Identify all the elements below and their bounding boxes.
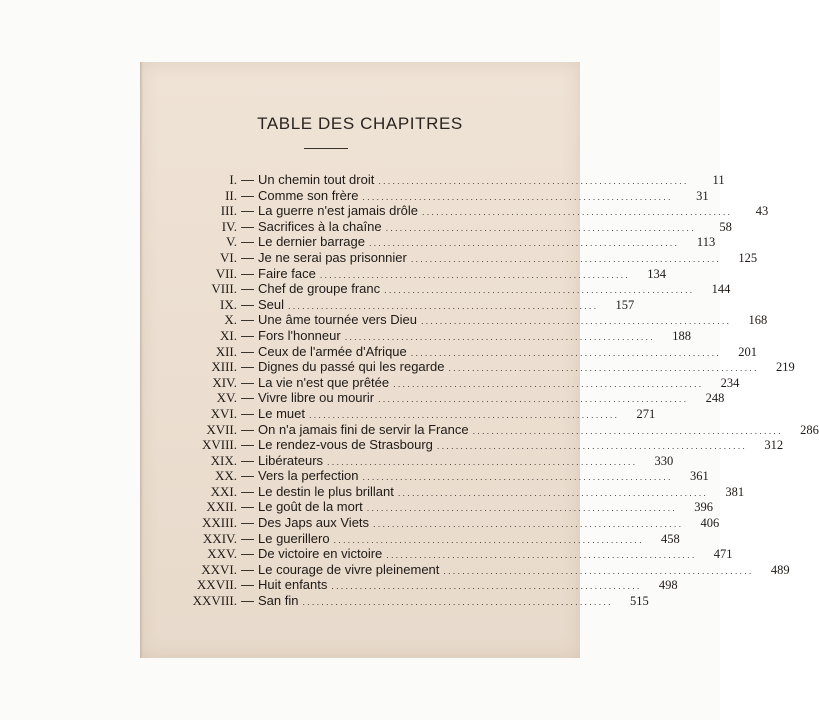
dot-leader: .................................................................. bbox=[368, 238, 680, 249]
chapter-title: Le muet bbox=[258, 405, 305, 421]
em-dash-separator: — bbox=[241, 546, 254, 562]
dot-leader: .................................................................. bbox=[366, 503, 678, 514]
toc-entry bbox=[180, 561, 790, 578]
toc-entry bbox=[180, 390, 725, 406]
em-dash-separator: — bbox=[241, 312, 254, 328]
dot-leader: .................................................................. bbox=[384, 285, 695, 296]
chapter-title: Sacrifices à la chaîne bbox=[258, 218, 382, 234]
dot-leader: .................................................................. bbox=[385, 222, 696, 233]
page-edge-shadow bbox=[140, 62, 143, 658]
chapter-page-number: 134 bbox=[647, 266, 667, 281]
chapter-page-number: 361 bbox=[689, 469, 709, 484]
chapter-page-number: 188 bbox=[672, 328, 691, 343]
em-dash-separator: — bbox=[241, 203, 254, 219]
chapter-title: Des Japs aux Viets bbox=[258, 515, 370, 531]
chapter-numeral: XXIII. bbox=[201, 515, 237, 531]
chapter-title: Vivre libre ou mourir bbox=[258, 390, 375, 406]
dot-leader: .................................................................. bbox=[344, 331, 655, 342]
em-dash-separator: — bbox=[241, 234, 254, 250]
chapter-title: Seul bbox=[258, 296, 285, 312]
dot-leader: .................................................................. bbox=[362, 472, 673, 483]
chapter-numeral: III. bbox=[220, 203, 237, 219]
chapter-numeral: XIX. bbox=[210, 452, 237, 468]
chapter-page-number: 234 bbox=[720, 375, 740, 390]
em-dash-separator: — bbox=[241, 249, 254, 265]
toc-entry bbox=[180, 327, 691, 344]
dot-leader: .................................................................. bbox=[378, 394, 689, 405]
chapter-numeral: XVI. bbox=[210, 405, 237, 421]
em-dash-separator: — bbox=[241, 577, 254, 593]
em-dash-separator: — bbox=[241, 499, 254, 515]
chapter-page-number: 58 bbox=[719, 219, 732, 234]
chapter-numeral: XIV. bbox=[212, 374, 237, 390]
chapter-numeral: XIII. bbox=[211, 359, 237, 375]
em-dash-separator: — bbox=[241, 343, 254, 359]
chapter-numeral: VIII. bbox=[211, 281, 237, 297]
chapter-page-number: 406 bbox=[700, 516, 720, 531]
chapter-page-number: 125 bbox=[738, 250, 758, 265]
chapter-page-number: 168 bbox=[748, 313, 768, 328]
dot-leader: .................................................................. bbox=[410, 253, 722, 264]
em-dash-separator: — bbox=[241, 172, 254, 187]
chapter-numeral: XXV. bbox=[207, 546, 237, 562]
chapter-numeral: I. bbox=[229, 172, 237, 187]
dot-leader: .................................................................. bbox=[373, 519, 684, 530]
dot-leader: .................................................................. bbox=[410, 347, 721, 358]
dot-leader: .................................................................. bbox=[422, 207, 733, 218]
dot-leader: .................................................................. bbox=[302, 597, 613, 608]
toc-entry bbox=[180, 234, 716, 250]
em-dash-separator: — bbox=[241, 468, 254, 484]
em-dash-separator: — bbox=[241, 390, 254, 406]
dot-leader: .................................................................. bbox=[333, 534, 644, 545]
chapter-page-number: 11 bbox=[712, 173, 725, 187]
chapter-title: La guerre n'est jamais drôle bbox=[258, 203, 419, 219]
toc-entry bbox=[180, 437, 784, 453]
toc-entry bbox=[180, 296, 635, 313]
toc-entry bbox=[180, 281, 731, 297]
toc-entry bbox=[180, 593, 649, 609]
em-dash-separator: — bbox=[241, 405, 254, 421]
toc-entry bbox=[180, 452, 674, 469]
chapter-title: Le goût de la mort bbox=[258, 499, 363, 515]
chapter-numeral: XI. bbox=[220, 327, 237, 343]
toc-entry bbox=[180, 546, 733, 562]
chapter-numeral: XXI. bbox=[210, 483, 237, 499]
em-dash-separator: — bbox=[241, 281, 254, 297]
em-dash-separator: — bbox=[241, 359, 254, 375]
dot-leader: .................................................................. bbox=[443, 565, 754, 576]
chapter-title: De victoire en victoire bbox=[258, 546, 383, 562]
dot-leader: .................................................................. bbox=[472, 425, 783, 436]
chapter-numeral: XVII. bbox=[206, 421, 237, 437]
toc-entry bbox=[180, 249, 758, 266]
chapter-page-number: 144 bbox=[711, 282, 731, 297]
chapter-title: Une âme tournée vers Dieu bbox=[258, 312, 417, 328]
chapter-title: Le destin le plus brillant bbox=[258, 483, 394, 499]
dot-leader: .................................................................. bbox=[327, 456, 638, 467]
toc-entry bbox=[180, 203, 769, 219]
chapter-page-number: 458 bbox=[661, 531, 680, 546]
em-dash-separator: — bbox=[241, 561, 254, 577]
em-dash-separator: — bbox=[241, 374, 254, 390]
toc-entry bbox=[180, 530, 680, 547]
dot-leader: .................................................................. bbox=[397, 487, 709, 498]
chapter-title: Je ne serai pas prisonnier bbox=[258, 249, 407, 265]
chapter-page-number: 43 bbox=[755, 204, 769, 219]
toc-entry bbox=[180, 187, 709, 204]
chapter-title: Vers la perfection bbox=[258, 468, 359, 484]
table-of-contents bbox=[180, 172, 819, 609]
chapter-numeral: XVIII. bbox=[201, 437, 237, 453]
toc-entry bbox=[180, 343, 757, 360]
toc-entry bbox=[180, 312, 768, 328]
em-dash-separator: — bbox=[241, 187, 254, 203]
toc-entry bbox=[180, 515, 720, 531]
toc-entry bbox=[180, 468, 709, 484]
chapter-title: Faire face bbox=[258, 265, 316, 281]
chapter-title: Comme son frère bbox=[258, 187, 359, 203]
dot-leader: .................................................................. bbox=[393, 378, 704, 389]
page-title: TABLE DES CHAPITRES bbox=[257, 114, 463, 133]
chapter-title: Libérateurs bbox=[258, 452, 324, 468]
chapter-title: Le rendez-vous de Strasbourg bbox=[258, 437, 433, 453]
chapter-page-number: 271 bbox=[636, 406, 656, 421]
em-dash-separator: — bbox=[241, 515, 254, 531]
em-dash-separator: — bbox=[241, 452, 254, 468]
chapter-title: Un chemin tout droit bbox=[258, 172, 375, 187]
chapter-numeral: IX. bbox=[220, 296, 237, 312]
chapter-page-number: 396 bbox=[694, 500, 714, 515]
dot-leader: .................................................................. bbox=[420, 316, 732, 327]
chapter-page-number: 219 bbox=[775, 360, 795, 375]
chapter-title: Le courage de vivre pleinement bbox=[258, 561, 440, 577]
toc-entry bbox=[180, 421, 819, 438]
toc-entry bbox=[180, 218, 732, 235]
chapter-numeral: XXII. bbox=[206, 499, 237, 515]
toc-entry bbox=[180, 483, 745, 500]
toc-entry bbox=[180, 374, 740, 391]
chapter-title: Le dernier barrage bbox=[258, 234, 365, 250]
dot-leader: .................................................................. bbox=[436, 441, 748, 452]
em-dash-separator: — bbox=[241, 483, 254, 499]
chapter-title: Huit enfants bbox=[258, 577, 328, 593]
chapter-title: Fors l'honneur bbox=[258, 327, 341, 343]
chapter-numeral: II. bbox=[225, 187, 237, 203]
chapter-page-number: 157 bbox=[615, 297, 635, 312]
em-dash-separator: — bbox=[241, 421, 254, 437]
chapter-page-number: 515 bbox=[629, 594, 649, 609]
dot-leader: .................................................................. bbox=[448, 363, 759, 374]
chapter-page-number: 312 bbox=[764, 438, 784, 453]
toc-entry bbox=[180, 265, 667, 282]
chapter-page-number: 113 bbox=[696, 235, 716, 250]
title-underline bbox=[304, 148, 348, 149]
chapter-numeral: XXIV. bbox=[202, 530, 237, 546]
dot-leader: .................................................................. bbox=[331, 581, 642, 592]
chapter-numeral: XII. bbox=[215, 343, 237, 359]
toc-entry bbox=[180, 172, 725, 188]
toc-entry bbox=[180, 405, 656, 422]
dot-leader: .................................................................. bbox=[288, 300, 599, 311]
chapter-page-number: 489 bbox=[770, 562, 790, 577]
chapter-numeral: XXVI. bbox=[201, 561, 237, 577]
toc-entry bbox=[180, 499, 714, 515]
chapter-numeral: V. bbox=[226, 234, 237, 250]
em-dash-separator: — bbox=[241, 296, 254, 312]
em-dash-separator: — bbox=[241, 265, 254, 281]
dot-leader: .................................................................. bbox=[378, 176, 689, 186]
toc-entry bbox=[180, 359, 795, 375]
em-dash-separator: — bbox=[241, 218, 254, 234]
dot-leader: .................................................................. bbox=[386, 550, 697, 561]
chapter-page-number: 31 bbox=[696, 188, 709, 203]
em-dash-separator: — bbox=[241, 437, 254, 453]
chapter-title: Dignes du passé qui les regarde bbox=[258, 359, 445, 375]
dot-leader: .................................................................. bbox=[362, 191, 673, 202]
chapter-page-number: 248 bbox=[705, 391, 725, 406]
chapter-title: On n'a jamais fini de servir la France bbox=[258, 421, 469, 437]
chapter-numeral: IV. bbox=[221, 218, 237, 234]
chapter-title: San fin bbox=[258, 593, 299, 609]
chapter-page-number: 498 bbox=[658, 578, 678, 593]
chapter-numeral: XXVIII. bbox=[192, 593, 237, 609]
toc-entry bbox=[180, 577, 678, 593]
chapter-title: La vie n'est que prêtée bbox=[258, 374, 390, 390]
chapter-page-number: 330 bbox=[654, 453, 674, 468]
em-dash-separator: — bbox=[241, 593, 254, 609]
chapter-page-number: 286 bbox=[800, 422, 819, 437]
chapter-numeral: XX. bbox=[214, 468, 237, 484]
chapter-numeral: VII. bbox=[215, 265, 237, 281]
chapter-page-number: 381 bbox=[725, 484, 745, 499]
chapter-page-number: 201 bbox=[738, 344, 757, 359]
chapter-page-number: 471 bbox=[713, 547, 733, 562]
chapter-numeral: XV. bbox=[216, 390, 237, 406]
chapter-title: Le guerillero bbox=[258, 530, 330, 546]
chapter-title: Ceux de l'armée d'Afrique bbox=[258, 343, 407, 359]
chapter-numeral: X. bbox=[224, 312, 237, 328]
dot-leader: .................................................................. bbox=[308, 409, 620, 420]
chapter-title: Chef de groupe franc bbox=[258, 281, 381, 297]
em-dash-separator: — bbox=[241, 327, 254, 343]
chapter-numeral: VI. bbox=[220, 249, 237, 265]
em-dash-separator: — bbox=[241, 530, 254, 546]
chapter-numeral: XXVII. bbox=[196, 577, 237, 593]
dot-leader: .................................................................. bbox=[319, 269, 631, 280]
